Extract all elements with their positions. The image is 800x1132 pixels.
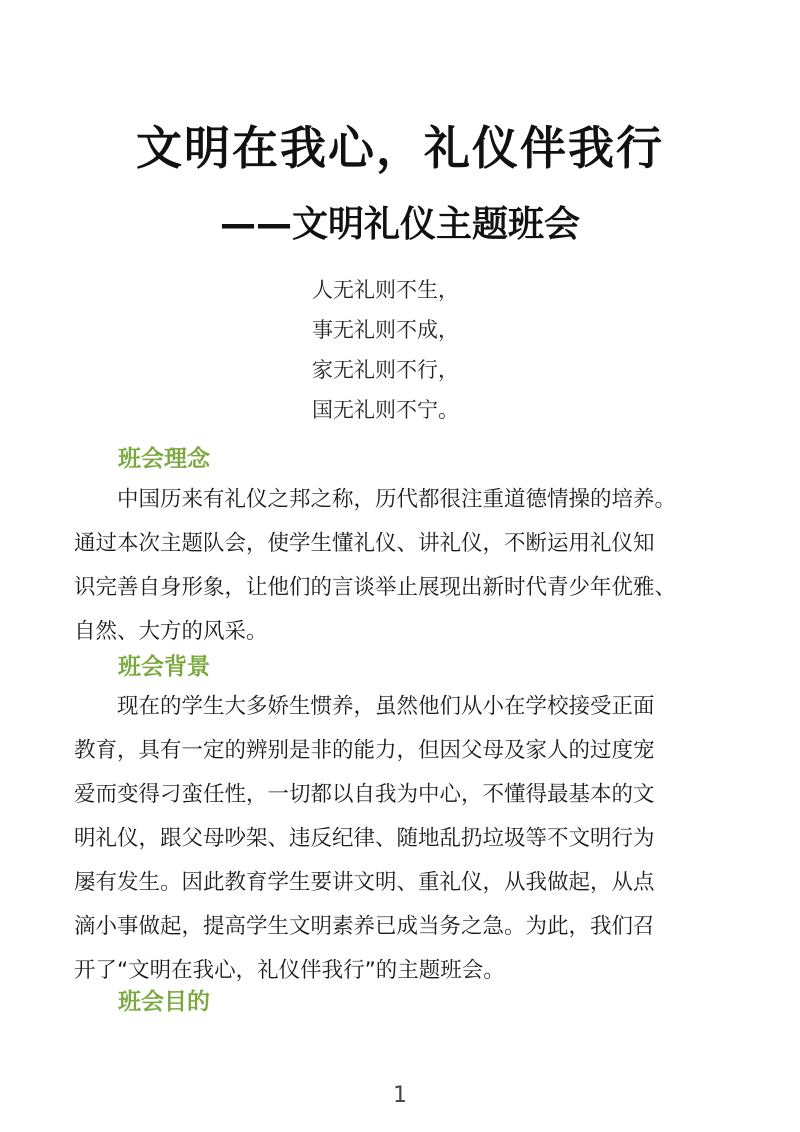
paragraph-line: 通过本次主题队会，使学生懂礼仪、讲礼仪，不断运用礼仪知: [74, 531, 655, 556]
poem-line: 事无礼则不成，: [312, 318, 459, 342]
section-paragraph-philosophy: [74, 478, 730, 654]
paragraph-line: 中国历来有礼仪之邦之称，历代都很注重道德情操的培养。: [74, 487, 677, 512]
paragraph-line: 开了“文明在我心，礼仪伴我行”的主题班会。: [74, 958, 505, 983]
document-subtitle: ——文明礼仪主题班会: [219, 204, 580, 245]
section-heading-purpose: 班会目的: [118, 989, 210, 1015]
paragraph-line: 现在的学生大多娇生惯养，虽然他们从小在学校接受正面: [74, 694, 655, 719]
section-heading-background: 班会背景: [118, 654, 210, 680]
paragraph-line: 识完善自身形象，让他们的言谈举止展现出新时代青少年优雅、: [74, 575, 677, 600]
paragraph-line: 滴小事做起，提高学生文明素养已成当务之急。为此，我们召: [74, 914, 655, 939]
section-heading-philosophy: 班会理念: [118, 446, 210, 472]
paragraph-line: 爱而变得刁蛮任性，一切都以自我为中心，不懂得最基本的文: [74, 782, 655, 807]
poem-line: 家无礼则不行，: [312, 358, 459, 382]
page-number: 1: [393, 1083, 407, 1108]
poem-line: 人无礼则不生，: [312, 278, 459, 302]
paragraph-line: 明礼仪，跟父母吵架、违反纪律、随地乱扔垃圾等不文明行为: [74, 826, 655, 851]
section-paragraph-background: [74, 685, 730, 993]
document-title: 文明在我心，礼仪伴我行: [136, 121, 664, 175]
poem-line: 国无礼则不宁。: [312, 398, 459, 422]
poem: [312, 270, 459, 430]
paragraph-line: 教育，具有一定的辨别是非的能力，但因父母及家人的过度宠: [74, 738, 655, 763]
paragraph-line: 自然、大方的风采。: [74, 619, 268, 644]
paragraph-line: 屡有发生。因此教育学生要讲文明、重礼仪，从我做起，从点: [74, 870, 655, 895]
